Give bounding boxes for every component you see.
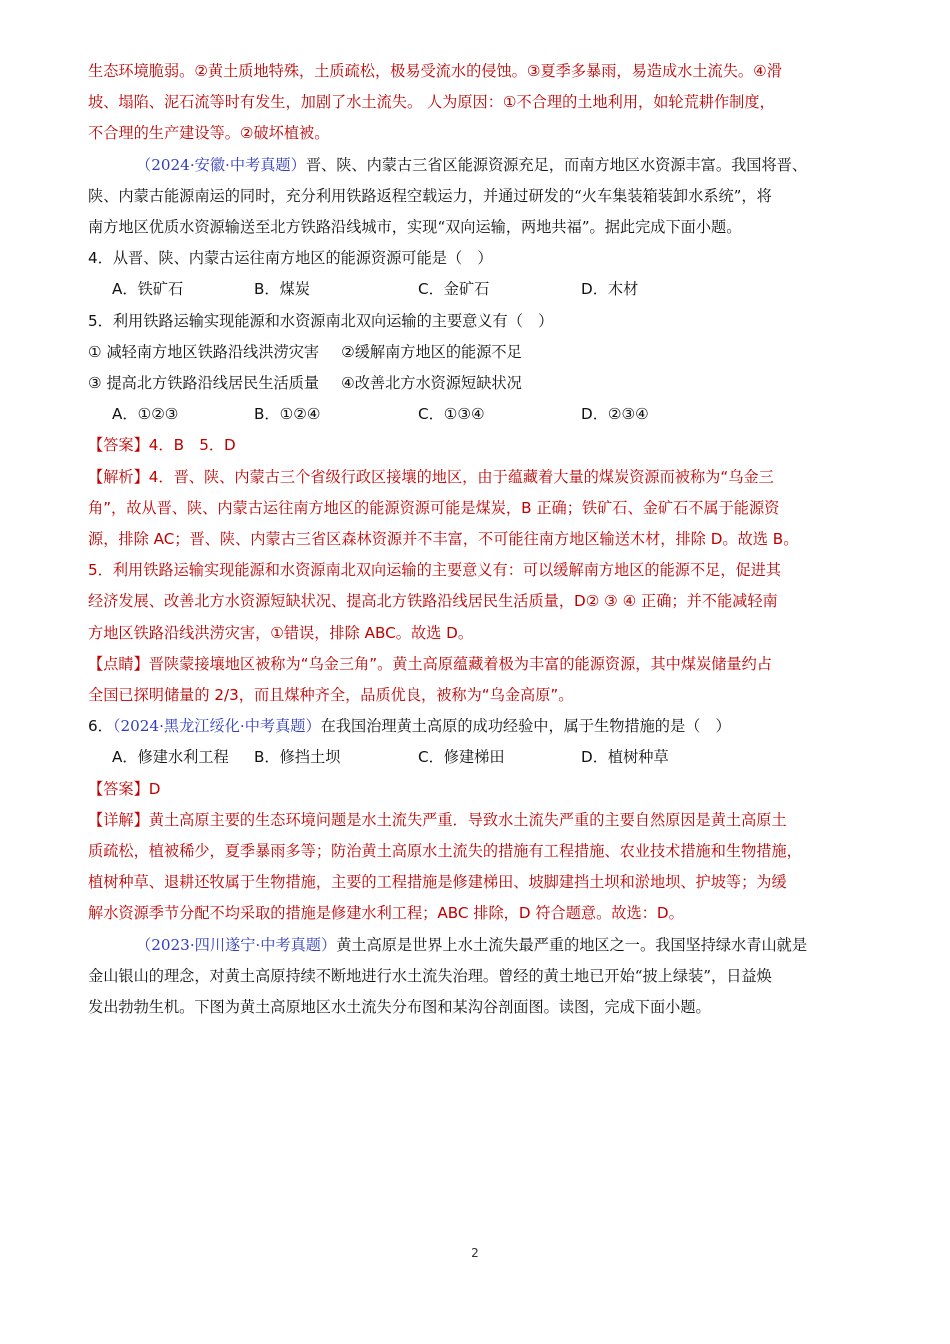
question-options xyxy=(88,742,863,773)
source-tag: （2023·四川遂宁·中考真题） xyxy=(136,935,337,954)
option-c: C．①③④ xyxy=(418,405,485,424)
statement-3: ③ 提高北方铁路沿线居民生活质量 xyxy=(88,374,320,393)
passage-line xyxy=(88,150,863,181)
passage-anhui xyxy=(88,150,863,244)
option-b: B．修挡土坝 xyxy=(254,748,341,767)
passage-line: 南方地区优质水资源输送至北方铁路沿线城市，实现“双向运输，两地共福”。据此完成下面小题。 xyxy=(88,218,742,237)
passage-text: 黄土高原是世界上水土流失最严重的地区之一。我国坚持绿水青山就是 xyxy=(336,935,807,954)
document-page xyxy=(88,56,863,1023)
question-stem: 5．利用铁路运输实现能源和水资源南北双向运输的主要意义有（ ） xyxy=(88,311,554,330)
option-c: C．修建梯田 xyxy=(418,748,505,767)
question-text: 在我国治理黄土高原的成功经验中，属于生物措施的是（ ） xyxy=(320,717,731,736)
answer-line: 【答案】4．B 5．D xyxy=(88,436,236,455)
analysis-line: 不合理的生产建设等。②破坏植被。 xyxy=(88,124,330,143)
answer-block-6 xyxy=(88,774,863,930)
analysis-line: 源，排除 AC；晋、陕、内蒙古三省区森林资源并不丰富，不可能往南方地区输送木材，排除 D。故选 B。 xyxy=(88,530,799,549)
question-6 xyxy=(88,711,863,773)
statement-2: ②缓解南方地区的能源不足 xyxy=(341,342,522,361)
source-tag: （2024·黑龙江绥化·中考真题） xyxy=(112,717,321,736)
statement-row xyxy=(88,368,863,399)
analysis-line: 角”，故从晋、陕、内蒙古运往南方地区的能源资源可能是煤炭，B 正确；铁矿石、金矿石不属于能源资 xyxy=(88,498,780,517)
analysis-line: 坡、塌陷、泥石流等时有发生，加剧了水土流失。 人为原因：①不合理的土地利用，如轮荒耕作制度， xyxy=(88,93,775,112)
option-a: A．铁矿石 xyxy=(112,280,184,299)
answer-block-4-5 xyxy=(88,430,863,711)
question-options xyxy=(88,274,863,305)
question-stem: 4．从晋、陕、内蒙古运往南方地区的能源资源可能是（ ） xyxy=(88,249,493,268)
analysis-line: 生态环境脆弱。②黄土质地特殊，土质疏松，极易受流水的侵蚀。③夏季多暴雨，易造成水土流失。④滑 xyxy=(88,62,782,80)
comment-line: 【点睛】晋陕蒙接壤地区被称为“乌金三角”。黄土高原蕴藏着极为丰富的能源资源，其中煤炭储量约占 xyxy=(88,654,772,673)
option-b: B．煤炭 xyxy=(254,280,310,299)
option-b: B．①②④ xyxy=(254,405,321,424)
passage-suining xyxy=(88,930,863,1024)
question-stem xyxy=(88,711,863,742)
question-5 xyxy=(88,306,863,431)
detail-line: 【详解】黄土高原主要的生态环境问题是水土流失严重．导致水土流失严重的主要自然原因是黄土高原土 xyxy=(88,810,787,829)
question-4 xyxy=(88,243,863,305)
option-a: A．修建水利工程 xyxy=(112,748,229,767)
detail-line: 质疏松，植被稀少，夏季暴雨多等；防治黄土高原水土流失的措施有工程措施、农业技术措施和生物措施， xyxy=(88,842,802,861)
question-number: 6． xyxy=(88,717,113,736)
analysis-line: 经济发展、改善北方水资源短缺状况、提高北方铁路沿线居民生活质量，D② ③ ④ 正确；并不能减轻南 xyxy=(88,592,778,611)
question-options xyxy=(88,399,863,430)
option-d: D．木材 xyxy=(581,280,639,299)
comment-line: 全国已探明储量的 2/3，而且煤种齐全，品质优良，被称为“乌金高原”。 xyxy=(88,686,574,705)
previous-analysis-block xyxy=(88,56,863,150)
answer-line: 【答案】D xyxy=(88,779,161,798)
statement-4: ④改善北方水资源短缺状况 xyxy=(341,374,522,393)
analysis-line: 方地区铁路沿线洪涝灾害，①错误，排除 ABC。故选 D。 xyxy=(88,623,474,642)
passage-line: 发出勃勃生机。下图为黄土高原地区水土流失分布图和某沟谷剖面图。读图，完成下面小题。 xyxy=(88,998,711,1017)
detail-line: 植树种草、退耕还牧属于生物措施，主要的工程措施是修建梯田、坡脚建挡土坝和淤地坝、护坡等；为缓 xyxy=(88,873,787,892)
analysis-line: 【解析】4．晋、陕、内蒙古三个省级行政区接壤的地区，由于蕴藏着大量的煤炭资源而被称为“乌金三 xyxy=(88,467,774,486)
passage-line xyxy=(88,930,863,961)
statement-row xyxy=(88,337,863,368)
page-number: 2 xyxy=(471,1246,479,1260)
source-tag: （2024·安徽·中考真题） xyxy=(136,155,306,174)
passage-text: 晋、陕、内蒙古三省区能源资源充足，而南方地区水资源丰富。我国将晋、 xyxy=(305,155,807,174)
option-a: A．①②③ xyxy=(112,405,179,424)
statement-1: ① 减轻南方地区铁路沿线洪涝灾害 xyxy=(88,342,320,361)
passage-line: 金山银山的理念，对黄土高原持续不断地进行水土流失治理。曾经的黄土地已开始“披上绿装”，日益焕 xyxy=(88,966,772,985)
detail-line: 解水资源季节分配不均采取的措施是修建水利工程；ABC 排除，D 符合题意。故选：D。 xyxy=(88,904,684,923)
option-d: D．②③④ xyxy=(581,405,649,424)
option-d: D．植树种草 xyxy=(581,748,669,767)
analysis-line: 5．利用铁路运输实现能源和水资源南北双向运输的主要意义有：可以缓解南方地区的能源不足，促进其 xyxy=(88,561,782,580)
option-c: C．金矿石 xyxy=(418,280,490,299)
passage-line: 陕、内蒙古能源南运的同时，充分利用铁路返程空载运力，并通过研发的“火车集装箱装卸水系统”，将 xyxy=(88,186,772,205)
